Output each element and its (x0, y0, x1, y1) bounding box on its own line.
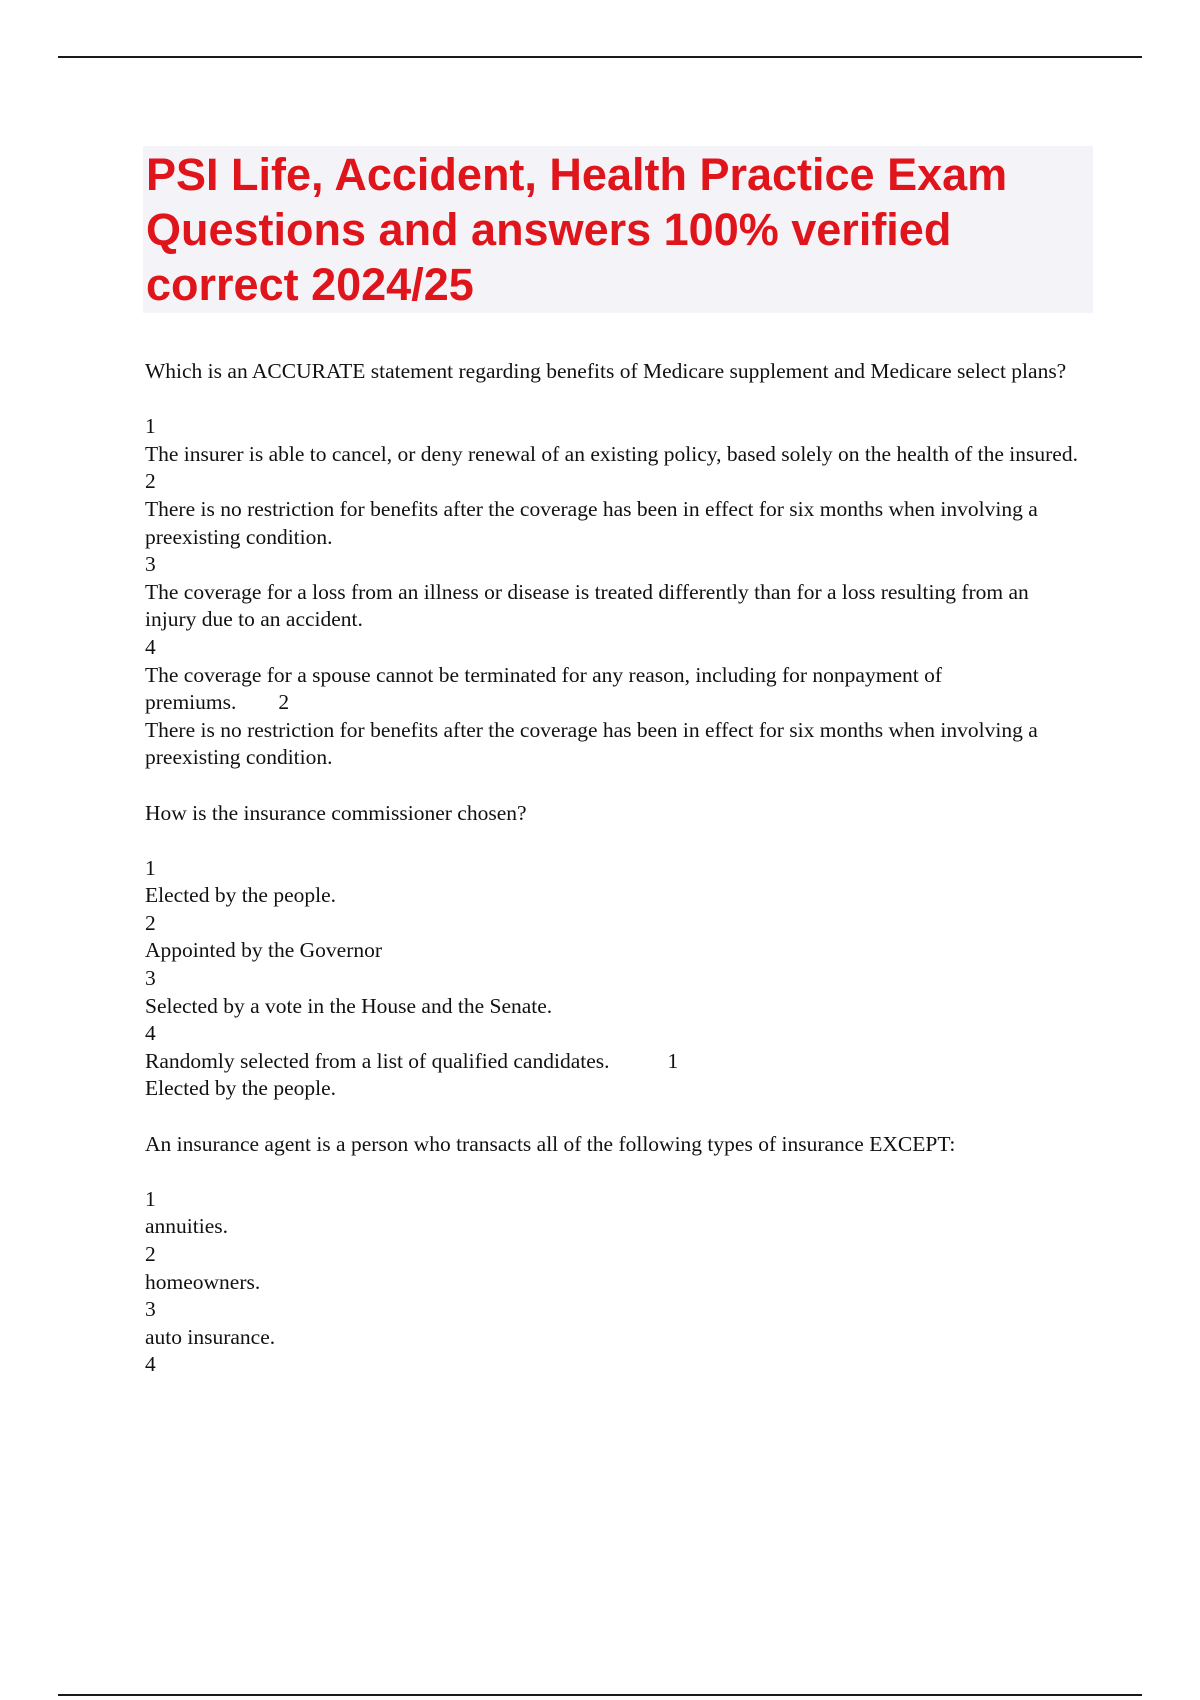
option-text-with-answer (145, 1048, 1085, 1076)
title-banner (143, 146, 1093, 313)
option-number: 2 (145, 469, 156, 494)
option-text-with-answer (145, 662, 1085, 717)
question-text: Which is an ACCURATE statement regarding benefits of Medicare supplement and Medicare select plans? (145, 359, 1067, 383)
option-text: homeowners. (145, 1269, 261, 1294)
answer-text: There is no restriction for benefits after the coverage has been in effect for six months when involving a preexisting condition. (145, 717, 1038, 770)
option-text: Elected by the people. (145, 883, 337, 908)
option-text: There is no restriction for benefits after the coverage has been in effect for six months when involving a preexisting condition. (145, 496, 1038, 549)
document-body (145, 358, 1085, 1379)
option-number: 2 (145, 1242, 156, 1266)
option-text: auto insurance. (145, 1324, 276, 1349)
option-text: The insurer is able to cancel, or deny renewal of an existing policy, based solely on the health of the insured. (145, 441, 1078, 466)
question-text: An insurance agent is a person who transacts all of the following types of insurance EXCEPT: (145, 1131, 956, 1156)
answer-text: Elected by the people. (145, 1076, 337, 1101)
footer-rule (58, 1694, 1142, 1696)
option-number: 4 (145, 634, 156, 659)
option-list (145, 1186, 1085, 1379)
option-number: 1 (145, 1186, 156, 1211)
option-number: 1 (145, 414, 156, 439)
header-rule (58, 56, 1142, 58)
option-text: Appointed by the Governor (145, 938, 383, 963)
document-title: PSI Life, Accident, Health Practice Exam Questions and answers 100% verified correct 2024/25 (146, 149, 1008, 310)
option-number: 1 (145, 855, 156, 880)
option-text: annuities. (145, 1214, 228, 1239)
option-number: 2 (145, 910, 156, 935)
option-text: The coverage for a spouse cannot be terminated for any reason, including for nonpayment of premiums. (145, 662, 943, 715)
option-number: 3 (145, 552, 156, 577)
question-block (145, 1131, 1085, 1379)
option-number: 3 (145, 966, 156, 991)
option-text: Randomly selected from a list of qualified candidates. (145, 1048, 610, 1073)
answer-number: 2 (278, 690, 290, 715)
option-list (145, 855, 1085, 1103)
option-number: 4 (145, 1021, 156, 1046)
question-block (145, 800, 1085, 1104)
option-number: 3 (145, 1297, 156, 1322)
question-block (145, 358, 1085, 772)
option-text: The coverage for a loss from an illness or disease is treated differently than for a loss resulting from an injury due to an accident. (145, 579, 1029, 632)
option-text: Selected by a vote in the House and the Senate. (145, 993, 553, 1018)
answer-number: 1 (667, 1048, 679, 1073)
question-text: How is the insurance commissioner chosen? (145, 800, 527, 825)
option-number: 4 (145, 1352, 156, 1377)
option-list (145, 413, 1085, 772)
